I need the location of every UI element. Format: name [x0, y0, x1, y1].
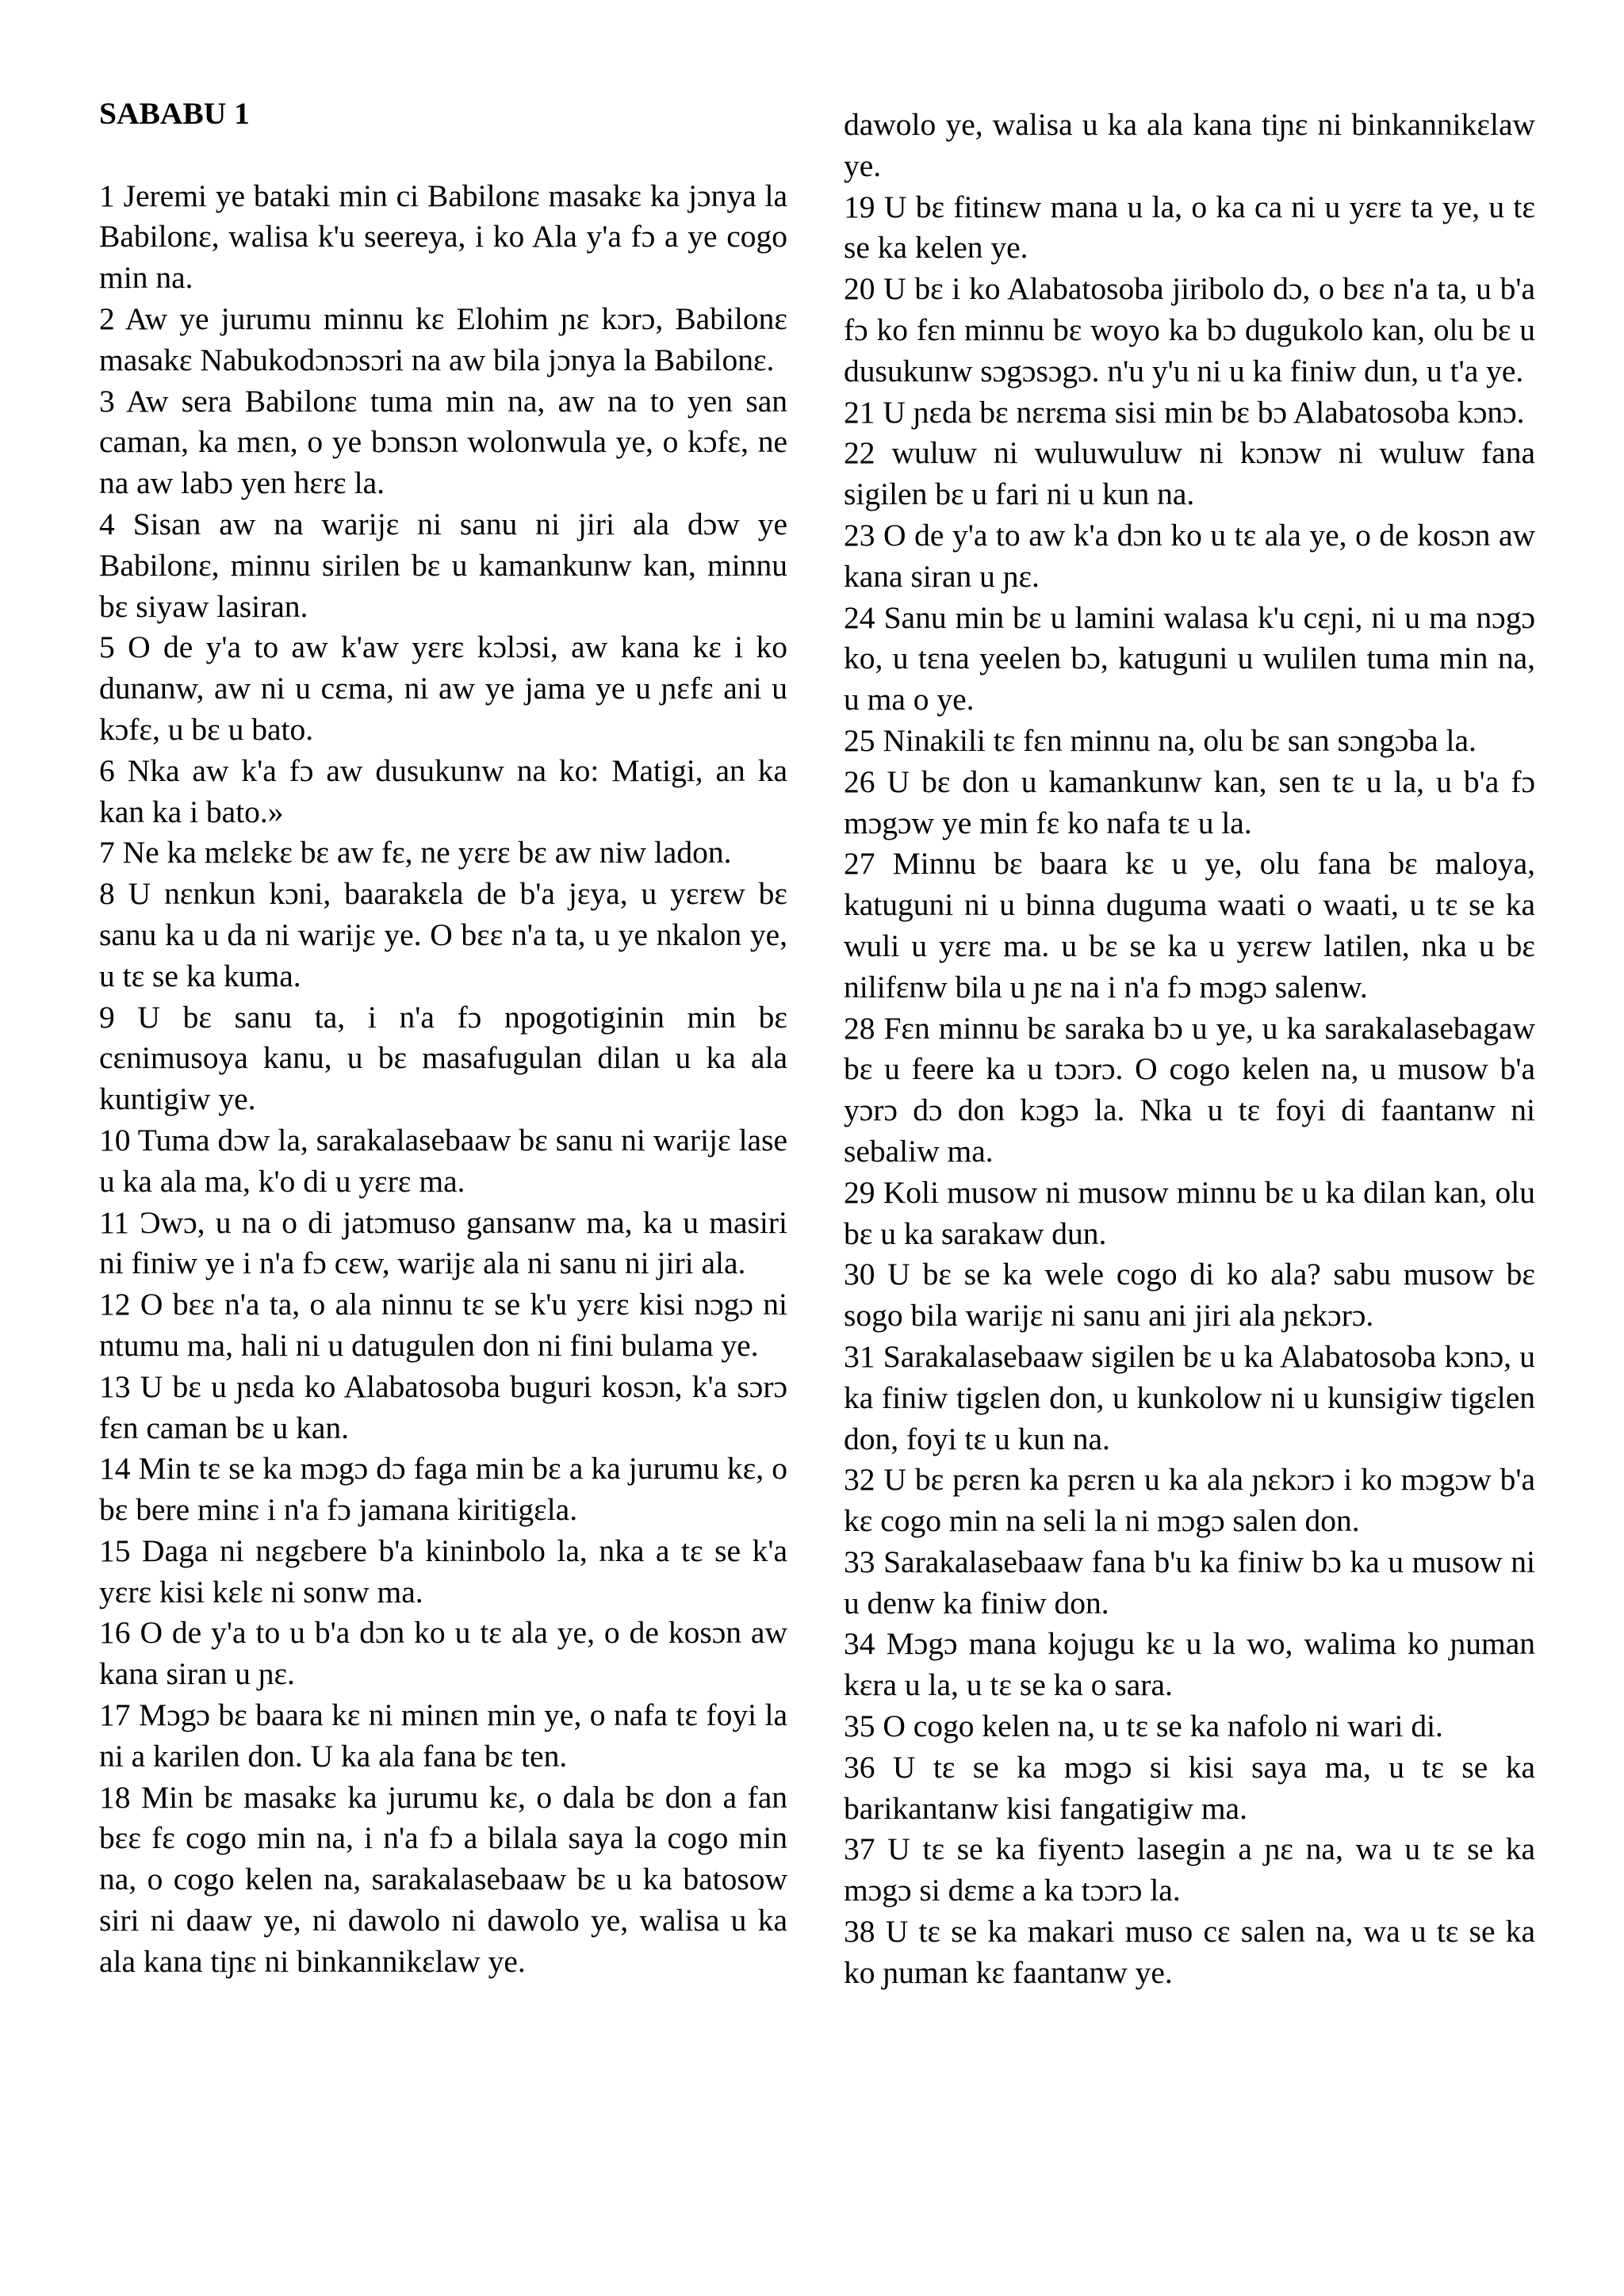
verse-20: 20 U bɛ i ko Alabatosoba jiribolo dɔ, o bɛɛ n'a ta, u b'a fɔ ko fɛn minnu bɛ woyo ka bɔ dugukolo kan, olu bɛ u dusukunw sɔgɔsɔgɔ. n'u y'u ni u ka finiw dun, u t'a ye. — [844, 271, 1535, 388]
verse-38: 38 U tɛ se ka makari muso cɛ salen na, wa u tɛ se ka ko ɲuman kɛ faantanw ye. — [844, 1914, 1535, 1990]
verse-4: 4 Sisan aw na warijɛ ni sanu ni jiri ala dɔw ye Babilonɛ, minnu sirilen bɛ u kamankunw kan, minnu bɛ siyaw lasiran. — [99, 506, 787, 624]
verse-22: 22 wuluw ni wuluwuluw ni kɔnɔw ni wuluw fana sigilen bɛ u fari ni u kun na. — [844, 435, 1535, 512]
verse-37: 37 U tɛ se ka fiyentɔ lasegin a ɲɛ na, wa u tɛ se ka mɔgɔ si dɛmɛ a ka tɔɔrɔ la. — [844, 1831, 1535, 1908]
verse-2: 2 Aw ye jurumu minnu kɛ Elohim ɲɛ kɔrɔ, Babilonɛ masakɛ Nabukodɔnɔsɔri na aw bila jɔnya la Babilonɛ. — [99, 300, 787, 377]
verse-27: 27 Minnu bɛ baara kɛ u ye, olu fana bɛ maloya, katuguni ni u binna duguma waati o waati, u tɛ se ka wuli u yɛrɛ ma. u bɛ se ka u yɛrɛw latilen, nka u bɛ nilifɛnw bila u ɲɛ na i n'a fɔ mɔgɔ salenw. — [844, 846, 1535, 1004]
verse-18-continuation: dawolo ye, walisa u ka ala kana tiɲɛ ni binkannikɛlaw ye. — [844, 107, 1535, 183]
verse-21: 21 U ɲɛda bɛ nɛrɛma sisi min bɛ bɔ Alabatosoba kɔnɔ. — [844, 394, 1525, 430]
verse-9: 9 U bɛ sanu ta, i n'a fɔ npogotiginin min bɛ cɛnimusoya kanu, u bɛ masafugulan dilan u ka ala kuntigiw ye. — [99, 999, 787, 1117]
verse-14: 14 Min tɛ se ka mɔgɔ dɔ faga min bɛ a ka jurumu kɛ, o bɛ bere minɛ i n'a fɔ jamana kiritigɛla. — [99, 1451, 787, 1528]
verse-17: 17 Mɔgɔ bɛ baara kɛ ni minɛn min ye, o nafa tɛ foyi la ni a karilen don. U ka ala fana bɛ ten. — [99, 1697, 787, 1774]
verse-24: 24 Sanu min bɛ u lamini walasa k'u cɛɲi, ni u ma nɔgɔ ko, u tɛna yeelen bɔ, katuguni u wulilen tuma min na, u ma o ye. — [844, 599, 1535, 718]
right-column — [844, 105, 1535, 1994]
verse-32: 32 U bɛ pɛrɛn ka pɛrɛn u ka ala ɲɛkɔrɔ i ko mɔgɔw b'a kɛ cogo min na seli la ni mɔgɔ salen don. — [844, 1462, 1535, 1539]
verse-34: 34 Mɔgɔ mana kojugu kɛ u la wo, walima ko ɲuman kɛra u la, u tɛ se ka o sara. — [844, 1626, 1535, 1703]
verse-1: 1 Jeremi ye bataki min ci Babilonɛ masakɛ ka jɔnya la Babilonɛ, walisa k'u seereya, i ko Ala y'a fɔ a ye cogo min na. — [99, 178, 787, 296]
verse-3: 3 Aw sera Babilonɛ tuma min na, aw na to yen san caman, ka mɛn, o ye bɔnsɔn wolonwula ye, o kɔfɛ, ne na aw labɔ yen hɛrɛ la. — [99, 383, 787, 501]
verse-7: 7 Ne ka mɛlɛkɛ bɛ aw fɛ, ne yɛrɛ bɛ aw niw ladon. — [99, 835, 732, 871]
verse-5: 5 O de y'a to aw k'aw yɛrɛ kɔlɔsi, aw kana kɛ i ko dunanw, aw ni u cɛma, ni aw ye jama ye u ɲɛfɛ ani u kɔfɛ, u bɛ u bato. — [99, 629, 787, 747]
verse-31: 31 Sarakalasebaaw sigilen bɛ u ka Alabatosoba kɔnɔ, u ka finiw tigɛlen don, u kunkolow ni u kunsigiw tigɛlen don, foyi tɛ u kun na. — [844, 1338, 1535, 1456]
verse-28: 28 Fɛn minnu bɛ saraka bɔ u ye, u ka sarakalasebagaw bɛ u feere ka u tɔɔrɔ. O cogo kelen na, u musow b'a yɔrɔ dɔ don kɔgɔ la. Nka u tɛ foyi di faantanw ni sebaliw ma. — [844, 1010, 1535, 1169]
verse-8: 8 U nɛnkun kɔni, baarakɛla de b'a jɛya, u yɛrɛw bɛ sanu ka u da ni warijɛ ye. O bɛɛ n'a ta, u ye nkalon ye, u tɛ se ka kuma. — [99, 876, 787, 993]
verse-26: 26 U bɛ don u kamankunw kan, sen tɛ u la, u b'a fɔ mɔgɔw ye min fɛ ko nafa tɛ u la. — [844, 763, 1535, 840]
verse-25: 25 Ninakili tɛ fɛn minnu na, olu bɛ san sɔngɔba la. — [844, 722, 1477, 758]
verse-6: 6 Nka aw k'a fɔ aw dusukunw na ko: Matigi, an ka kan ka i bato.» — [99, 752, 787, 829]
verse-30: 30 U bɛ se ka wele cogo di ko ala? sabu musow bɛ sogo bila warijɛ ni sanu ani jiri ala ɲɛkɔrɔ. — [844, 1257, 1535, 1334]
verse-33: 33 Sarakalasebaaw fana b'u ka finiw bɔ ka u musow ni u denw ka finiw don. — [844, 1544, 1535, 1621]
chapter-title: SABABU 1 — [99, 96, 250, 131]
verse-12: 12 O bɛɛ n'a ta, o ala ninnu tɛ se k'u yɛrɛ kisi nɔgɔ ni ntumu ma, hali ni u datugulen don ni fini bulama ye. — [99, 1287, 787, 1363]
verse-11: 11 Ɔwɔ, u na o di jatɔmuso gansanw ma, ka u masiri ni finiw ye i n'a fɔ cɛw, warijɛ ala ni sanu ni jiri ala. — [99, 1204, 787, 1281]
verse-19: 19 U bɛ fitinɛw mana u la, o ka ca ni u yɛrɛ ta ye, u tɛ se ka kelen ye. — [844, 189, 1535, 266]
verse-23: 23 O de y'a to aw k'a dɔn ko u tɛ ala ye, o de kosɔn aw kana siran u ɲɛ. — [844, 517, 1535, 594]
verse-10: 10 Tuma dɔw la, sarakalasebaaw bɛ sanu ni warijɛ lase u ka ala ma, k'o di u yɛrɛ ma. — [99, 1122, 787, 1199]
verse-16: 16 O de y'a to u b'a dɔn ko u tɛ ala ye, o de kosɔn aw kana siran u ɲɛ. — [99, 1615, 787, 1692]
verse-15: 15 Daga ni nɛgɛbere b'a kininbolo la, nka a tɛ se k'a yɛrɛ kisi kɛlɛ ni sonw ma. — [99, 1533, 787, 1609]
verse-18: 18 Min bɛ masakɛ ka jurumu kɛ, o dala bɛ don a fan bɛɛ fɛ cogo min na, i n'a fɔ a bilala saya la cogo min na, o cogo kelen na, sarakalasebaaw bɛ u ka batosow siri ni daaw ye, ni dawolo ni dawolo ye, walisa u ka ala kana tiɲɛ ni binkannikɛlaw ye. — [99, 1779, 787, 1979]
verse-13: 13 U bɛ u ɲɛda ko Alabatosoba buguri kosɔn, k'a sɔrɔ fɛn caman bɛ u kan. — [99, 1368, 787, 1445]
verse-35: 35 O cogo kelen na, u tɛ se ka nafolo ni wari di. — [844, 1709, 1443, 1744]
verse-36: 36 U tɛ se ka mɔgɔ si kisi saya ma, u tɛ se ka barikantanw kisi fangatigiw ma. — [844, 1749, 1535, 1826]
verse-29: 29 Koli musow ni musow minnu bɛ u ka dilan kan, olu bɛ u ka sarakaw dun. — [844, 1174, 1535, 1251]
left-column — [99, 94, 787, 1979]
